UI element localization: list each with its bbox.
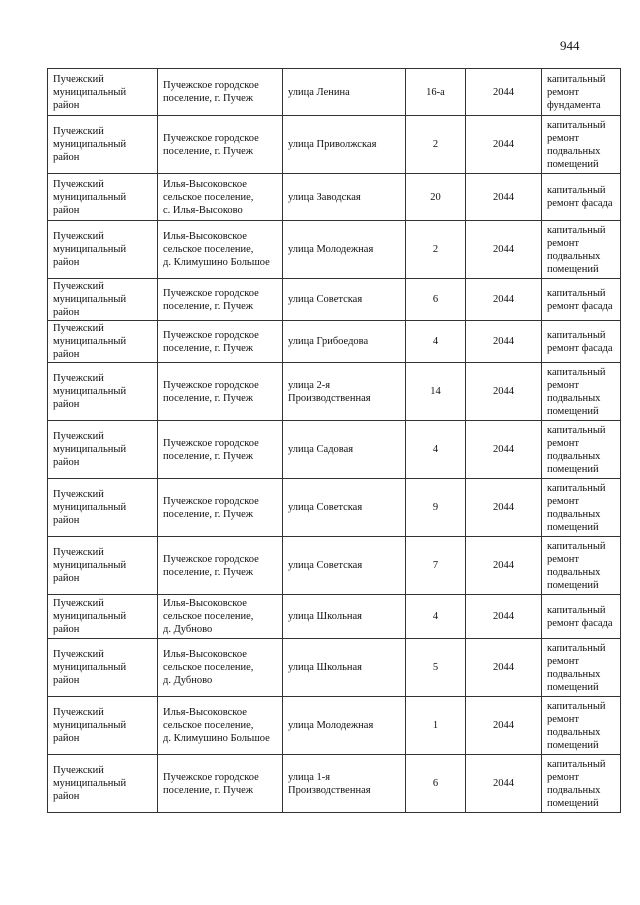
district-cell: Пучежский муниципальный район [48, 595, 158, 639]
table-row [48, 595, 621, 639]
house-number-cell: 14 [406, 363, 466, 421]
year-cell: 2044 [466, 421, 542, 479]
page-number: 944 [560, 38, 580, 53]
settlement-cell: Пучежское городское поселение, г. Пучеж [158, 69, 283, 116]
district-cell: Пучежский муниципальный район [48, 639, 158, 697]
year-cell: 2044 [466, 479, 542, 537]
work-type-cell: капитальный ремонт подвальных помещений [542, 363, 621, 421]
work-type-cell: капитальный ремонт подвальных помещений [542, 639, 621, 697]
district-cell: Пучежский муниципальный район [48, 69, 158, 116]
settlement-cell: Илья-Высоковское сельское поселение, с. Илья-Высоково [158, 174, 283, 221]
work-type-cell: капитальный ремонт подвальных помещений [542, 421, 621, 479]
table-row [48, 537, 621, 595]
settlement-cell: Пучежское городское поселение, г. Пучеж [158, 755, 283, 813]
district-cell: Пучежский муниципальный район [48, 116, 158, 174]
table-row [48, 116, 621, 174]
street-cell: улица 2-я Производственная [283, 363, 406, 421]
year-cell: 2044 [466, 174, 542, 221]
settlement-cell: Илья-Высоковское сельское поселение, д. Дубново [158, 595, 283, 639]
year-cell: 2044 [466, 279, 542, 321]
settlement-cell: Пучежское городское поселение, г. Пучеж [158, 279, 283, 321]
year-cell: 2044 [466, 363, 542, 421]
house-number-cell: 4 [406, 595, 466, 639]
settlement-cell: Пучежское городское поселение, г. Пучеж [158, 479, 283, 537]
table-row [48, 69, 621, 116]
district-cell: Пучежский муниципальный район [48, 221, 158, 279]
year-cell: 2044 [466, 321, 542, 363]
house-number-cell: 4 [406, 321, 466, 363]
house-number-cell: 2 [406, 116, 466, 174]
district-cell: Пучежский муниципальный район [48, 697, 158, 755]
house-number-cell: 1 [406, 697, 466, 755]
settlement-cell: Пучежское городское поселение, г. Пучеж [158, 537, 283, 595]
work-type-cell: капитальный ремонт подвальных помещений [542, 116, 621, 174]
work-type-cell: капитальный ремонт подвальных помещений [542, 755, 621, 813]
repair-schedule-table [47, 68, 621, 813]
work-type-cell: капитальный ремонт фасада [542, 279, 621, 321]
settlement-cell: Илья-Высоковское сельское поселение, д. Дубново [158, 639, 283, 697]
street-cell: улица Заводская [283, 174, 406, 221]
street-cell: улица Садовая [283, 421, 406, 479]
street-cell: улица Грибоедова [283, 321, 406, 363]
table-body [48, 69, 621, 813]
work-type-cell: капитальный ремонт фасада [542, 321, 621, 363]
work-type-cell: капитальный ремонт подвальных помещений [542, 221, 621, 279]
work-type-cell: капитальный ремонт фасада [542, 595, 621, 639]
table-row [48, 279, 621, 321]
street-cell: улица Школьная [283, 639, 406, 697]
table-row [48, 479, 621, 537]
work-type-cell: капитальный ремонт фасада [542, 174, 621, 221]
year-cell: 2044 [466, 537, 542, 595]
district-cell: Пучежский муниципальный район [48, 537, 158, 595]
settlement-cell: Пучежское городское поселение, г. Пучеж [158, 363, 283, 421]
year-cell: 2044 [466, 639, 542, 697]
year-cell: 2044 [466, 697, 542, 755]
house-number-cell: 9 [406, 479, 466, 537]
house-number-cell: 7 [406, 537, 466, 595]
table-row [48, 321, 621, 363]
settlement-cell: Пучежское городское поселение, г. Пучеж [158, 421, 283, 479]
street-cell: улица Молодежная [283, 697, 406, 755]
table-row [48, 363, 621, 421]
settlement-cell: Илья-Высоковское сельское поселение, д. Климушино Большое [158, 221, 283, 279]
district-cell: Пучежский муниципальный район [48, 755, 158, 813]
district-cell: Пучежский муниципальный район [48, 479, 158, 537]
table-row [48, 755, 621, 813]
street-cell: улица 1-я Производственная [283, 755, 406, 813]
street-cell: улица Школьная [283, 595, 406, 639]
street-cell: улица Советская [283, 479, 406, 537]
work-type-cell: капитальный ремонт фундамента [542, 69, 621, 116]
year-cell: 2044 [466, 221, 542, 279]
year-cell: 2044 [466, 595, 542, 639]
table-row [48, 421, 621, 479]
street-cell: улица Молодежная [283, 221, 406, 279]
year-cell: 2044 [466, 755, 542, 813]
table-row [48, 639, 621, 697]
house-number-cell: 16-а [406, 69, 466, 116]
district-cell: Пучежский муниципальный район [48, 321, 158, 363]
street-cell: улица Приволжская [283, 116, 406, 174]
district-cell: Пучежский муниципальный район [48, 363, 158, 421]
district-cell: Пучежский муниципальный район [48, 279, 158, 321]
district-cell: Пучежский муниципальный район [48, 421, 158, 479]
settlement-cell: Пучежское городское поселение, г. Пучеж [158, 321, 283, 363]
house-number-cell: 20 [406, 174, 466, 221]
house-number-cell: 4 [406, 421, 466, 479]
table-row [48, 221, 621, 279]
house-number-cell: 6 [406, 755, 466, 813]
house-number-cell: 5 [406, 639, 466, 697]
settlement-cell: Пучежское городское поселение, г. Пучеж [158, 116, 283, 174]
table-row [48, 174, 621, 221]
street-cell: улица Ленина [283, 69, 406, 116]
settlement-cell: Илья-Высоковское сельское поселение, д. Климушино Большое [158, 697, 283, 755]
year-cell: 2044 [466, 69, 542, 116]
house-number-cell: 6 [406, 279, 466, 321]
street-cell: улица Советская [283, 279, 406, 321]
house-number-cell: 2 [406, 221, 466, 279]
work-type-cell: капитальный ремонт подвальных помещений [542, 697, 621, 755]
year-cell: 2044 [466, 116, 542, 174]
work-type-cell: капитальный ремонт подвальных помещений [542, 479, 621, 537]
work-type-cell: капитальный ремонт подвальных помещений [542, 537, 621, 595]
street-cell: улица Советская [283, 537, 406, 595]
district-cell: Пучежский муниципальный район [48, 174, 158, 221]
table-row [48, 697, 621, 755]
